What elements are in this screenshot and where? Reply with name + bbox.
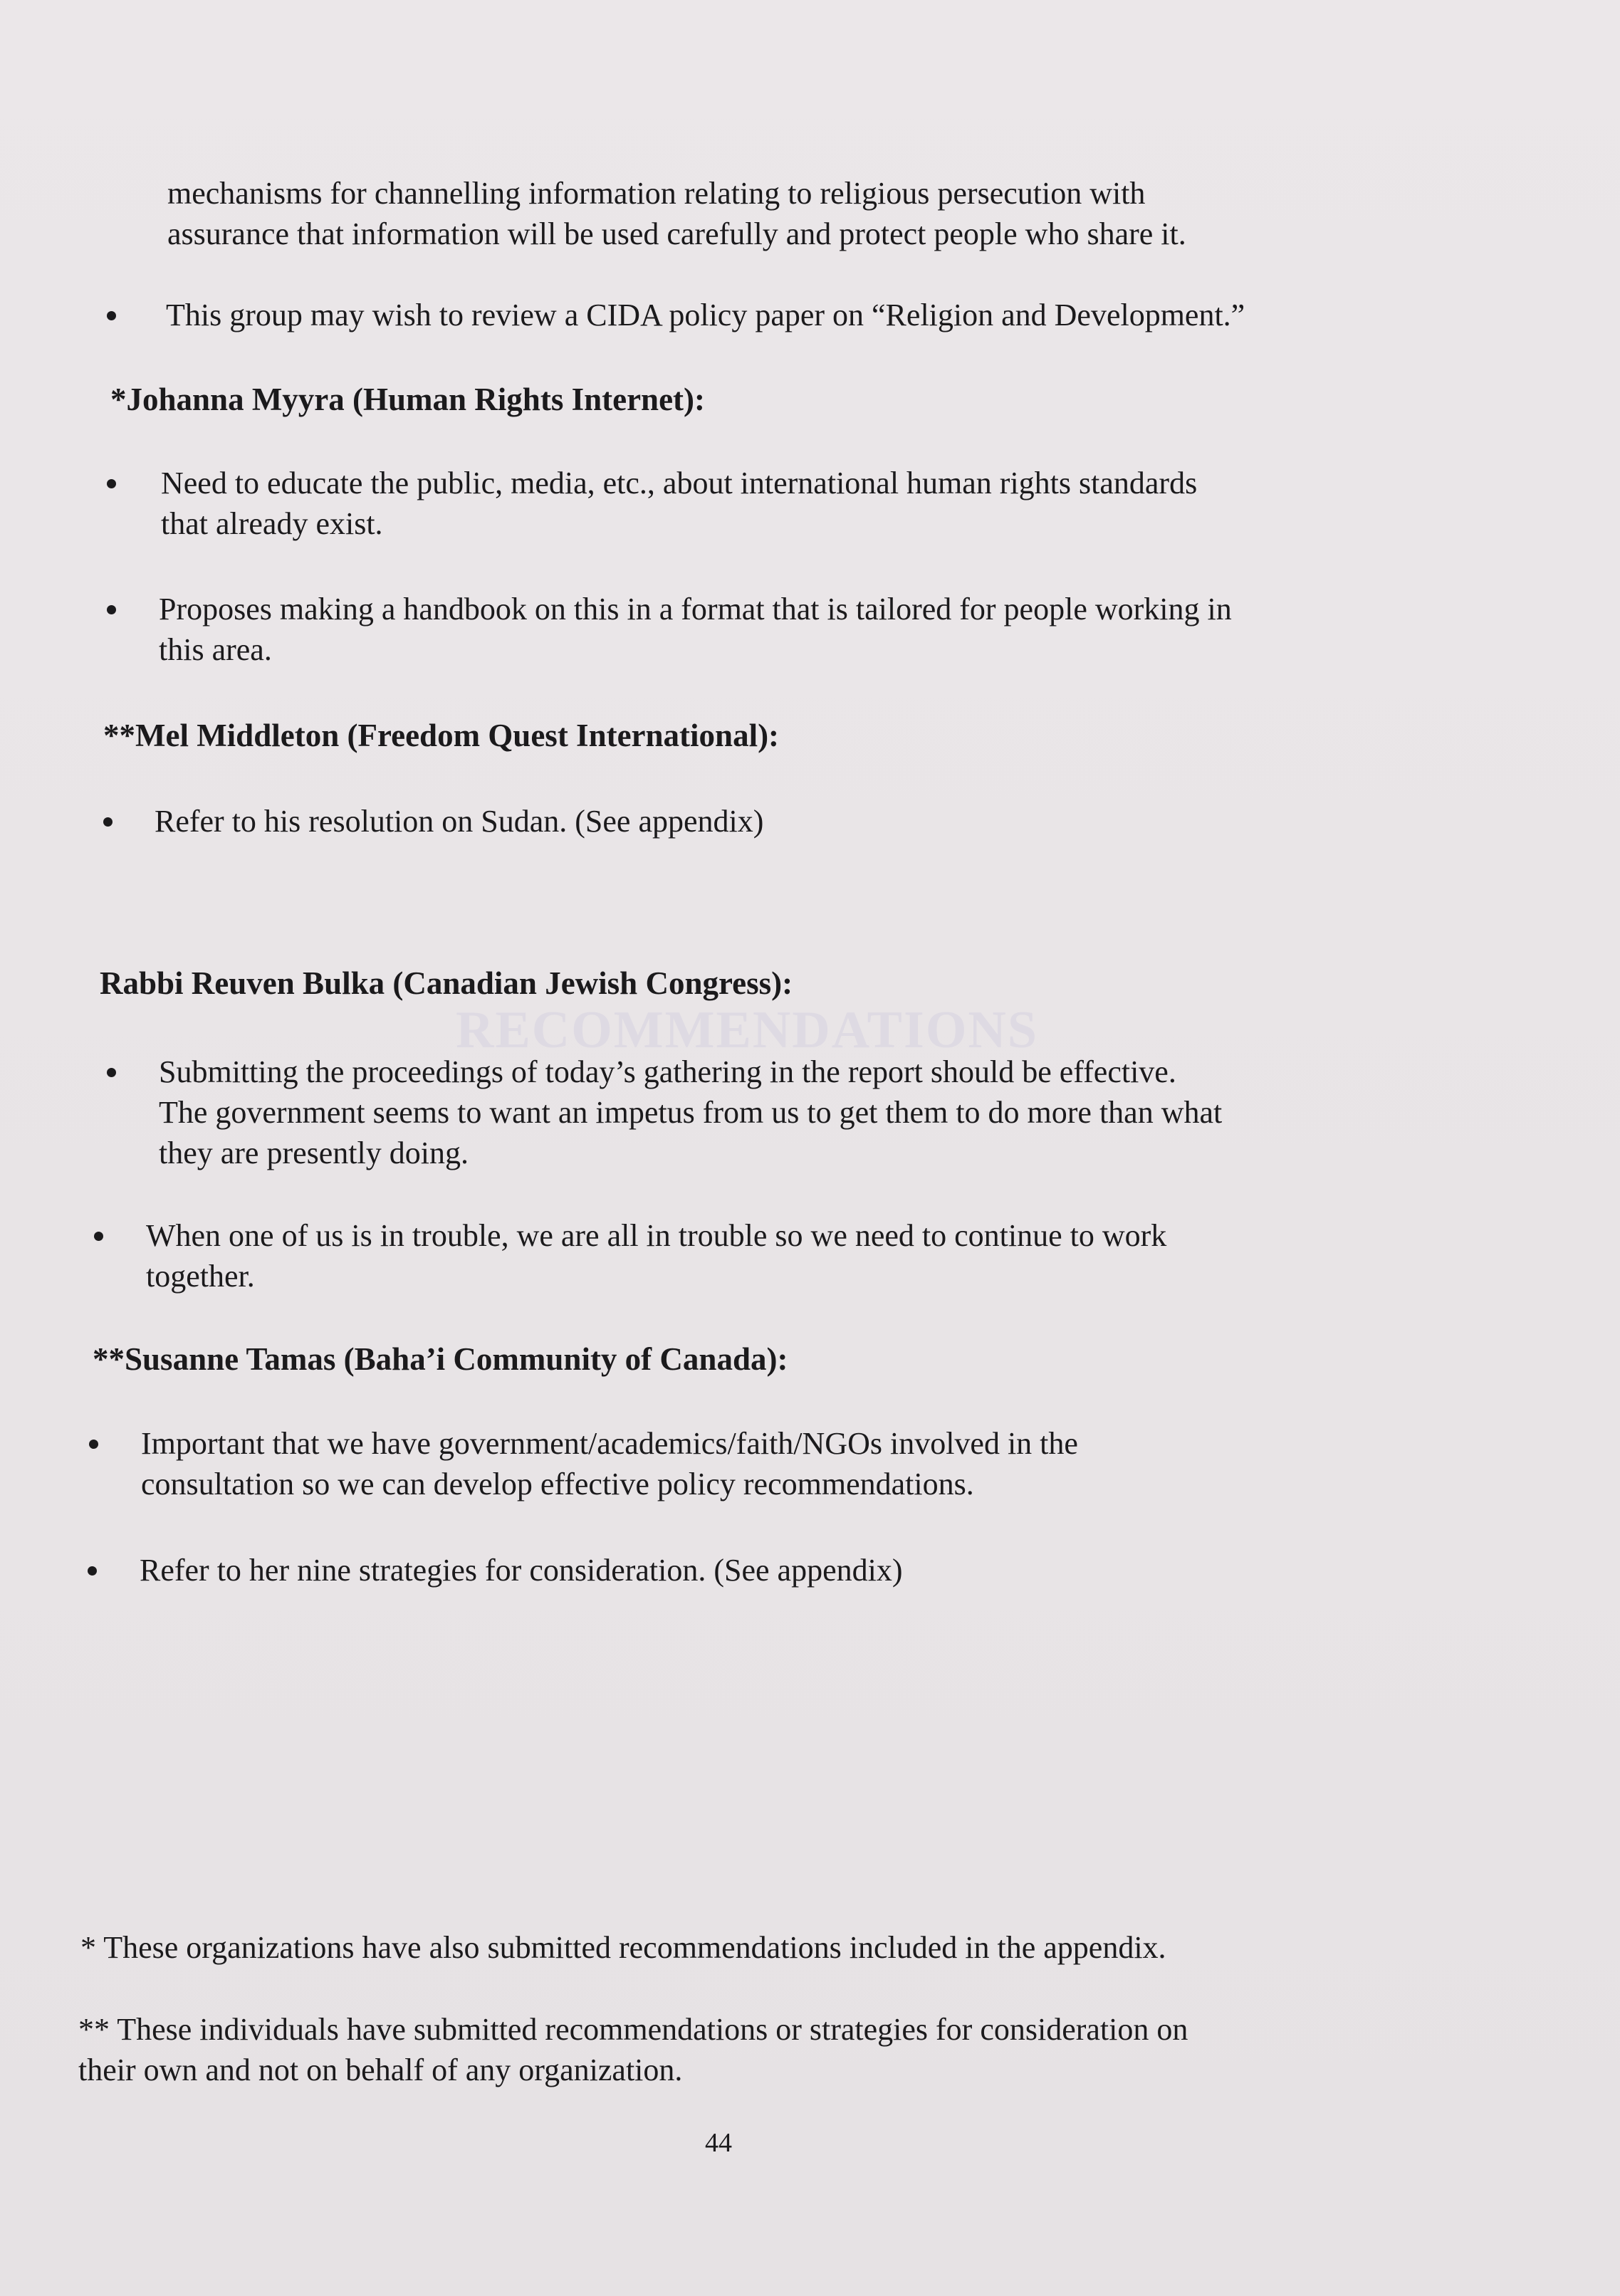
bullet-dot: [89, 1440, 98, 1449]
intro-paragraph: [167, 173, 1186, 254]
footnote: [78, 2009, 1188, 2090]
bullet-dot: [103, 817, 113, 827]
footnote-line: their own and not on behalf of any organization.: [78, 2053, 683, 2087]
page-number: 44: [705, 2128, 732, 2158]
bullet-item: [146, 1215, 1166, 1296]
footnote-line: * These organizations have also submitted recommendations included in the appendix.: [80, 1930, 1166, 1965]
bullet-dot: [94, 1232, 103, 1241]
bullet-item: [140, 1550, 903, 1590]
bullet-line: When one of us is in trouble, we are all in trouble so we need to continue to work: [146, 1218, 1167, 1253]
bullet-line: Need to educate the public, media, etc., about international human rights standards: [161, 466, 1198, 500]
bullet-dot: [107, 605, 116, 614]
bullet-item: [161, 463, 1197, 544]
bullet-line: consultation so we can develop effective policy recommendations.: [141, 1467, 974, 1501]
intro-line: assurance that information will be used carefully and protect people who share it.: [167, 216, 1186, 251]
bullet-dot: [107, 311, 116, 320]
speaker-heading: Rabbi Reuven Bulka (Canadian Jewish Congress):: [100, 965, 793, 1001]
bullet-line: Important that we have government/academics/faith/NGOs involved in the: [141, 1426, 1078, 1461]
bullet-item: [141, 1423, 1078, 1504]
speaker-heading: *Johanna Myyra (Human Rights Internet):: [110, 382, 706, 417]
bullet-line: this area.: [159, 632, 272, 667]
bullet-line: Refer to his resolution on Sudan. (See appendix): [155, 804, 764, 839]
footnote: [80, 1927, 1166, 1968]
bullet-item: [155, 801, 763, 842]
bullet-item: [159, 589, 1232, 670]
bullet-line: This group may wish to review a CIDA policy paper on “Religion and Development.”: [166, 298, 1245, 332]
bullet-line: Refer to her nine strategies for consideration. (See appendix): [140, 1553, 903, 1588]
bleed-through-watermark: RECOMMENDATIONS: [456, 1001, 1038, 1059]
bullet-dot: [88, 1566, 97, 1576]
speaker-heading: **Mel Middleton (Freedom Quest International):: [103, 718, 780, 753]
bullet-line: that already exist.: [161, 506, 383, 541]
footnote-line: ** These individuals have submitted recommendations or strategies for consideration on: [78, 2012, 1188, 2047]
bullet-dot: [107, 1068, 116, 1077]
bullet-line: together.: [146, 1259, 255, 1294]
bullet-line: Proposes making a handbook on this in a format that is tailored for people working in: [159, 592, 1232, 627]
bullet-item: [159, 1052, 1222, 1173]
speaker-heading: **Susanne Tamas (Baha’i Community of Canada):: [93, 1341, 788, 1377]
bullet-line: Submitting the proceedings of today’s gathering in the report should be effective.: [159, 1054, 1176, 1089]
intro-line: mechanisms for channelling information relating to religious persecution with: [167, 176, 1146, 211]
bullet-line: The government seems to want an impetus from us to get them to do more than what: [159, 1095, 1223, 1130]
bullet-dot: [107, 479, 116, 488]
bullet-item: [166, 295, 1245, 335]
bullet-line: they are presently doing.: [159, 1136, 469, 1170]
